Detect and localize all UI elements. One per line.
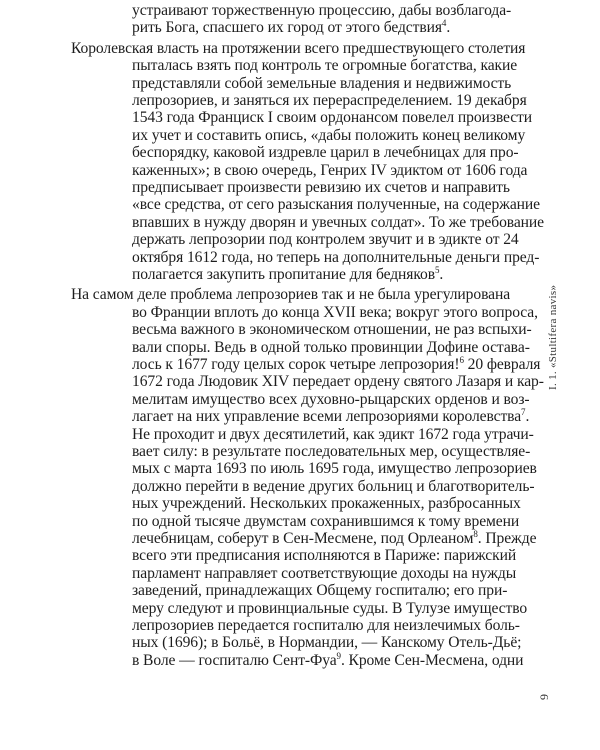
text-line: во Франции вплоть до конца XVII века; вокруг этого вопроса, [132, 303, 538, 321]
text-line: мелитам имущество всех духовно-рыцарских орденов и воз- [132, 390, 530, 408]
text-line: полагается закупить пропитание для бедняков$^5$. [132, 265, 444, 283]
text-line: 1543 года Франциск I своим ордонансом повелел произвести [132, 109, 532, 127]
paragraph-start-line: Королевская власть на протяжении всего предшествующего столетия [71, 39, 526, 57]
text-line: их учет и составить опись, «дабы положить конец великому [132, 126, 526, 144]
footnote-ref: 9 [336, 650, 341, 661]
text-line: держать лепрозории под контролем звучит и в эдикте от 24 [132, 231, 519, 249]
text-line: предписывает произвести ревизию их счетов и направить [132, 179, 510, 196]
text-line: ных учреждений. Нескольких прокаженных, разбросанных [132, 495, 521, 513]
text-line: лось к 1677 году целых сорок четыре лепрозория!$^6$ 20 февраля [132, 355, 541, 373]
text-line: парламент направляет соответствующие доходы на нужды [132, 564, 517, 582]
footnote-ref: 7 [521, 407, 526, 418]
text-line: лечебницам, соберут в Сен-Месмене, под Орлеаном$^8$. Прежде [132, 529, 537, 547]
text-line: весьма важного в экономическом отношении, не раз вспыхи- [132, 321, 532, 339]
text-line: каженных»; в свою очередь, Генрих IV эдиктом от 1606 года [132, 161, 528, 179]
footnote-ref: 8 [473, 529, 478, 539]
text-line: рить Бога, спасшего их город от этого бедствия$^4$. [132, 18, 451, 37]
text-line: вали споры. Ведь в одной только провинции Дофине оставa- [132, 338, 530, 356]
text-line: впавших в нужду дворян и увечных солдат». То же требование [132, 213, 544, 231]
text-line: ных (1696); в Больё, в Нормандии, — Канскому Отель-Дьё; [132, 634, 522, 652]
text-line: меру следуют и провинциальные суды. В Тулузе имущество [132, 599, 528, 617]
text-line: октября 1612 года, но теперь на дополнительные деньги пред- [132, 248, 540, 266]
running-head: I. 1. «Stultifera navis» [547, 284, 559, 390]
page-number: 9 [537, 694, 551, 700]
text-line: должно перейти в ведение других больниц и благотворитель- [132, 477, 535, 495]
footnote-ref: 5 [435, 265, 440, 275]
text-line: в Воле — госпиталю Сент-Фуа$^9$. Кроме Сен-Месмена, одни [132, 650, 524, 669]
footnote-ref: 4 [441, 18, 447, 29]
text-line: мых с марта 1693 по июль 1695 года, имущество лепрозориев [132, 460, 537, 478]
text-line: представляли собой земельные владения и недвижимость [132, 74, 512, 92]
text-line: лепрозориев передается госпиталю для неизлечимых боль- [132, 617, 520, 634]
text-line: пыталась взять под контроль те огромные богатства, какие [132, 57, 518, 75]
text-line: всего эти предписания исполняются в Париже: парижский [132, 547, 517, 565]
text-line: лагает на них управление всеми лепрозориями королевства$^7$. [132, 407, 530, 426]
text-line: устраивают торжественную процессию, дабы возблагода- [132, 2, 512, 19]
text-line: вает силу: в результате последовательных мер, осуществляе- [132, 443, 531, 460]
text-line: «все средства, от сего разыскания полученные, на содержание [132, 196, 540, 214]
paragraph-start-line: На самом деле проблема лепрозориев так и не была урегулирована [71, 286, 511, 304]
text-line: лепрозориев, и заняться их перераспределением. 19 декабря [132, 92, 527, 109]
footnote-ref: 6 [459, 355, 464, 365]
text-line: заведений, принадлежащих Общему госпиталю; его при- [132, 582, 508, 600]
text-line: Не проходит и двух десятилетий, как эдикт 1672 года утрачи- [132, 425, 534, 443]
text-line: по одной тысяче двумстам сохранившимся к тому времени [132, 512, 520, 530]
text-line: беспорядку, каковой издревле царил в лечебницах для про- [132, 144, 519, 162]
text-line: 1672 года Людовик XIV передает ордену святого Лазаря и кар- [132, 373, 544, 391]
